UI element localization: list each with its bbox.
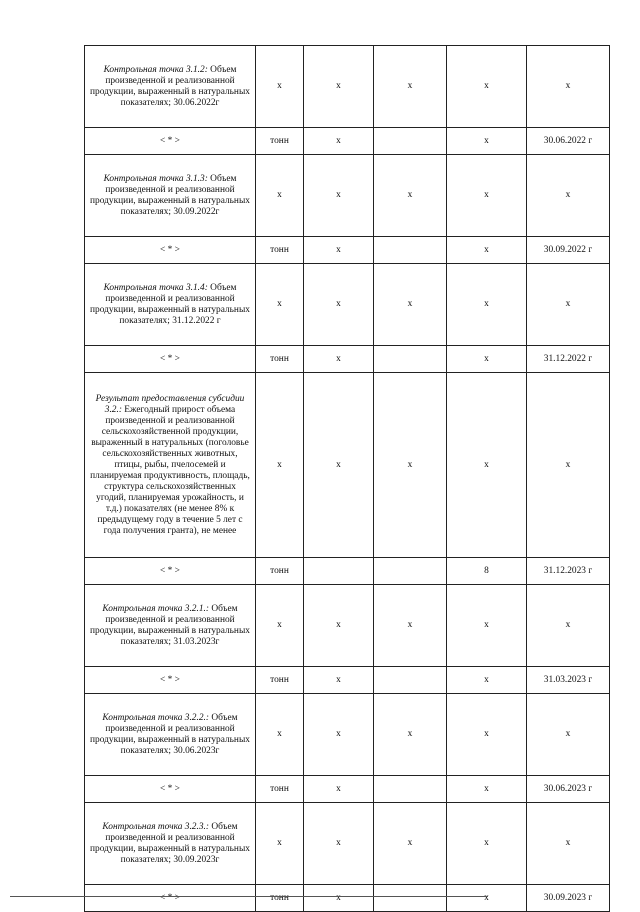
unit-cell: тонн [256, 776, 304, 803]
sub-row-label: < * > [85, 885, 256, 912]
row-label-text: Объем произведенной и реализованной продукции, выраженный в натуральных показателях; 31.12.2022 г [90, 282, 250, 326]
sub-row-label: < * > [85, 667, 256, 694]
table-row [85, 128, 610, 155]
table-row [85, 46, 610, 128]
date-cell: 31.03.2023 г [527, 667, 610, 694]
cell-c6: x [527, 155, 610, 237]
cell-c6: x [527, 46, 610, 128]
cell-c3 [304, 558, 374, 585]
row-description [85, 585, 256, 667]
unit-cell: тонн [256, 558, 304, 585]
row-description [85, 264, 256, 346]
cell-c4: x [374, 46, 447, 128]
date-cell: 31.12.2023 г [527, 558, 610, 585]
row-label-italic: Контрольная точка 3.2.1.: [102, 603, 209, 614]
cell-c5: x [447, 694, 527, 776]
row-description [85, 155, 256, 237]
cell-c3: x [304, 346, 374, 373]
cell-c4 [374, 776, 447, 803]
cell-c5: x [447, 46, 527, 128]
cell-c5: x [447, 155, 527, 237]
report-table [84, 45, 610, 912]
row-label-text: Объем произведенной и реализованной продукции, выраженный в натуральных показателях; 31.03.2023г [90, 603, 250, 647]
row-label-text: Объем произведенной и реализованной продукции, выраженный в натуральных показателях; 30.09.2022г [90, 173, 250, 217]
table-row [85, 264, 610, 346]
sub-row-label: < * > [85, 558, 256, 585]
sub-row-label: < * > [85, 346, 256, 373]
unit-cell: тонн [256, 667, 304, 694]
cell-c4: x [374, 585, 447, 667]
row-label-italic: Контрольная точка 3.2.2.: [102, 712, 209, 723]
cell-c4: x [374, 264, 447, 346]
cell-c4: x [374, 803, 447, 885]
row-label-text: Объем произведенной и реализованной продукции, выраженный в натуральных показателях; 30.06.2023г [90, 712, 250, 756]
cell-c5: x [447, 885, 527, 912]
cell-c4 [374, 558, 447, 585]
cell-c2: x [256, 373, 304, 558]
row-label-text: Ежегодный прирост объема произведенной и реализованной сельскохозяйственной продукции, выраженный в натуральных (поголовье сельскохозяйственных животных, птицы, рыбы, пчелосемей и планируемая продуктивность, площадь, структура сельскохозяйственных угодий, планируемая урожайность, и т.д.) показателях (не менее 8% к предыдущему году в течение 5 лет с года получения гранта), не менее [90, 404, 250, 536]
row-label-italic: Результат предоставления субсидии 3.2.: [95, 393, 245, 415]
cell-c5: x [447, 803, 527, 885]
cell-c3: x [304, 803, 374, 885]
table-row [85, 155, 610, 237]
cell-c3: x [304, 264, 374, 346]
row-label-text: Объем произведенной и реализованной продукции, выраженный в натуральных показателях; 30.09.2023г [90, 821, 250, 865]
date-cell: 31.12.2022 г [527, 346, 610, 373]
cell-c4 [374, 885, 447, 912]
cell-c4 [374, 667, 447, 694]
table-row [85, 776, 610, 803]
unit-cell: тонн [256, 128, 304, 155]
unit-cell: тонн [256, 237, 304, 264]
date-cell: 30.09.2023 г [527, 885, 610, 912]
table-row [85, 558, 610, 585]
cell-c5: x [447, 667, 527, 694]
cell-c3: x [304, 694, 374, 776]
cell-c5: x [447, 128, 527, 155]
date-cell: 30.06.2022 г [527, 128, 610, 155]
cell-c3: x [304, 885, 374, 912]
cell-c6: x [527, 803, 610, 885]
cell-c5: x [447, 237, 527, 264]
footer-separator-line [10, 896, 488, 897]
cell-c4 [374, 346, 447, 373]
cell-c6: x [527, 585, 610, 667]
report-table-body [85, 46, 610, 912]
cell-c3: x [304, 237, 374, 264]
table-row [85, 885, 610, 912]
cell-c4: x [374, 694, 447, 776]
row-description [85, 46, 256, 128]
row-label-italic: Контрольная точка 3.1.3: [103, 173, 208, 184]
cell-c5: x [447, 776, 527, 803]
cell-c2: x [256, 585, 304, 667]
row-label-text: Объем произведенной и реализованной продукции, выраженный в натуральных показателях; 30.06.2022г [90, 64, 250, 108]
cell-c4: x [374, 155, 447, 237]
cell-c4 [374, 237, 447, 264]
cell-c6: x [527, 264, 610, 346]
table-row [85, 667, 610, 694]
table-row [85, 694, 610, 776]
row-description [85, 373, 256, 558]
sub-row-label: < * > [85, 776, 256, 803]
cell-c2: x [256, 264, 304, 346]
cell-c3: x [304, 776, 374, 803]
sub-row-label: < * > [85, 237, 256, 264]
unit-cell: тонн [256, 346, 304, 373]
cell-c3: x [304, 585, 374, 667]
row-label-italic: Контрольная точка 3.1.2: [103, 64, 208, 75]
row-label-italic: Контрольная точка 3.2.3.: [102, 821, 209, 832]
row-label-italic: Контрольная точка 3.1.4: [103, 282, 208, 293]
cell-c2: x [256, 803, 304, 885]
cell-c3: x [304, 373, 374, 558]
row-description [85, 803, 256, 885]
cell-c3: x [304, 155, 374, 237]
unit-cell: тонн [256, 885, 304, 912]
table-row [85, 373, 610, 558]
table-row [85, 803, 610, 885]
cell-c2: x [256, 155, 304, 237]
cell-c6: x [527, 373, 610, 558]
table-row [85, 346, 610, 373]
cell-c2: x [256, 46, 304, 128]
cell-c5: x [447, 585, 527, 667]
sub-row-label: < * > [85, 128, 256, 155]
table-row [85, 237, 610, 264]
cell-c5: x [447, 373, 527, 558]
table-row [85, 585, 610, 667]
cell-c5: 8 [447, 558, 527, 585]
row-description [85, 694, 256, 776]
cell-c4 [374, 128, 447, 155]
cell-c5: x [447, 346, 527, 373]
cell-c5: x [447, 264, 527, 346]
cell-c4: x [374, 373, 447, 558]
date-cell: 30.06.2023 г [527, 776, 610, 803]
date-cell: 30.09.2022 г [527, 237, 610, 264]
cell-c2: x [256, 694, 304, 776]
cell-c3: x [304, 46, 374, 128]
cell-c3: x [304, 667, 374, 694]
cell-c6: x [527, 694, 610, 776]
cell-c3: x [304, 128, 374, 155]
